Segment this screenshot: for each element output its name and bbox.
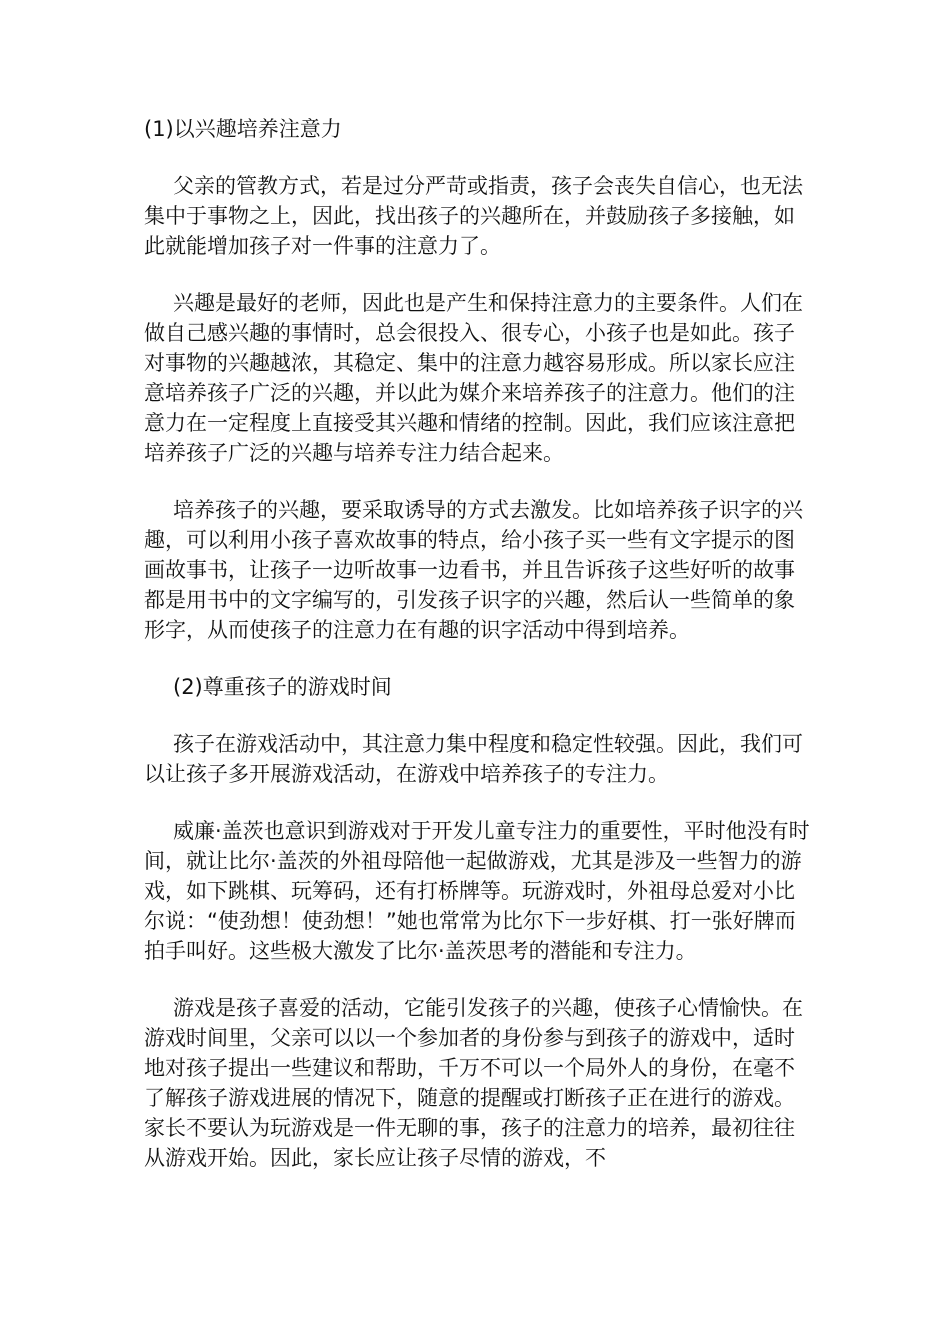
paragraph-game-attention: 孩子在游戏活动中，其注意力集中程度和稳定性较强。因此，我们可以让孩子多开展游戏活动，在游戏中培养孩子的专注力。 (144, 732, 803, 786)
paragraph-cultivate-interest: 培养孩子的兴趣，要采取诱导的方式去激发。比如培养孩子识字的兴趣，可以利用小孩子喜欢故事的特点，给小孩子买一些有文字提示的图画故事书，让孩子一边听故事一边看书，并且告诉孩子这些好听的故事都是用书中的文字编写的，引发孩子识字的兴趣，然后认一些简单的象形字，从而使孩子的注意力在有趣的识字活动中得到培养。 (144, 498, 803, 642)
document-body (144, 114, 812, 1200)
section-heading-game-time: (2)尊重孩子的游戏时间 (173, 675, 392, 699)
paragraph-gates-example: 威廉·盖茨也意识到游戏对于开发儿童专注力的重要性，平时他没有时间，就让比尔·盖茨的外祖母陪他一起做游戏，尤其是涉及一些智力的游戏，如下跳棋、玩筹码，还有打桥牌等。玩游戏时，外祖母总爱对小比尔说：“使劲想！使劲想！”她也常常为比尔下一步好棋、打一张好牌而拍手叫好。这些极大激发了比尔·盖茨思考的潜能和专注力。 (144, 819, 810, 963)
section-heading-interest: (1)以兴趣培养注意力 (144, 117, 342, 141)
paragraph-game-activity: 游戏是孩子喜爱的活动，它能引发孩子的兴趣，使孩子心情愉快。在游戏时间里，父亲可以以一个参加者的身份参与到孩子的游戏中，适时地对孩子提出一些建议和帮助，千万不可以一个局外人的身份，在毫不了解孩子游戏进展的情况下，随意的提醒或打断孩子正在进行的游戏。家长不要认为玩游戏是一件无聊的事，孩子的注意力的培养，最初往往从游戏开始。因此，家长应让孩子尽情的游戏，不 (144, 996, 803, 1170)
paragraph-father-discipline: 父亲的管教方式，若是过分严苛或指责，孩子会丧失自信心，也无法集中于事物之上，因此，找出孩子的兴趣所在，并鼓励孩子多接触，如此就能增加孩子对一件事的注意力了。 (144, 174, 803, 258)
paragraph-interest-teacher: 兴趣是最好的老师，因此也是产生和保持注意力的主要条件。人们在做自己感兴趣的事情时，总会很投入、很专心，小孩子也是如此。孩子对事物的兴趣越浓，其稳定、集中的注意力越容易形成。所以家长应注意培养孩子广泛的兴趣，并以此为媒介来培养孩子的注意力。他们的注意力在一定程度上直接受其兴趣和情绪的控制。因此，我们应该注意把培养孩子广泛的兴趣与培养专注力结合起来。 (144, 291, 803, 465)
